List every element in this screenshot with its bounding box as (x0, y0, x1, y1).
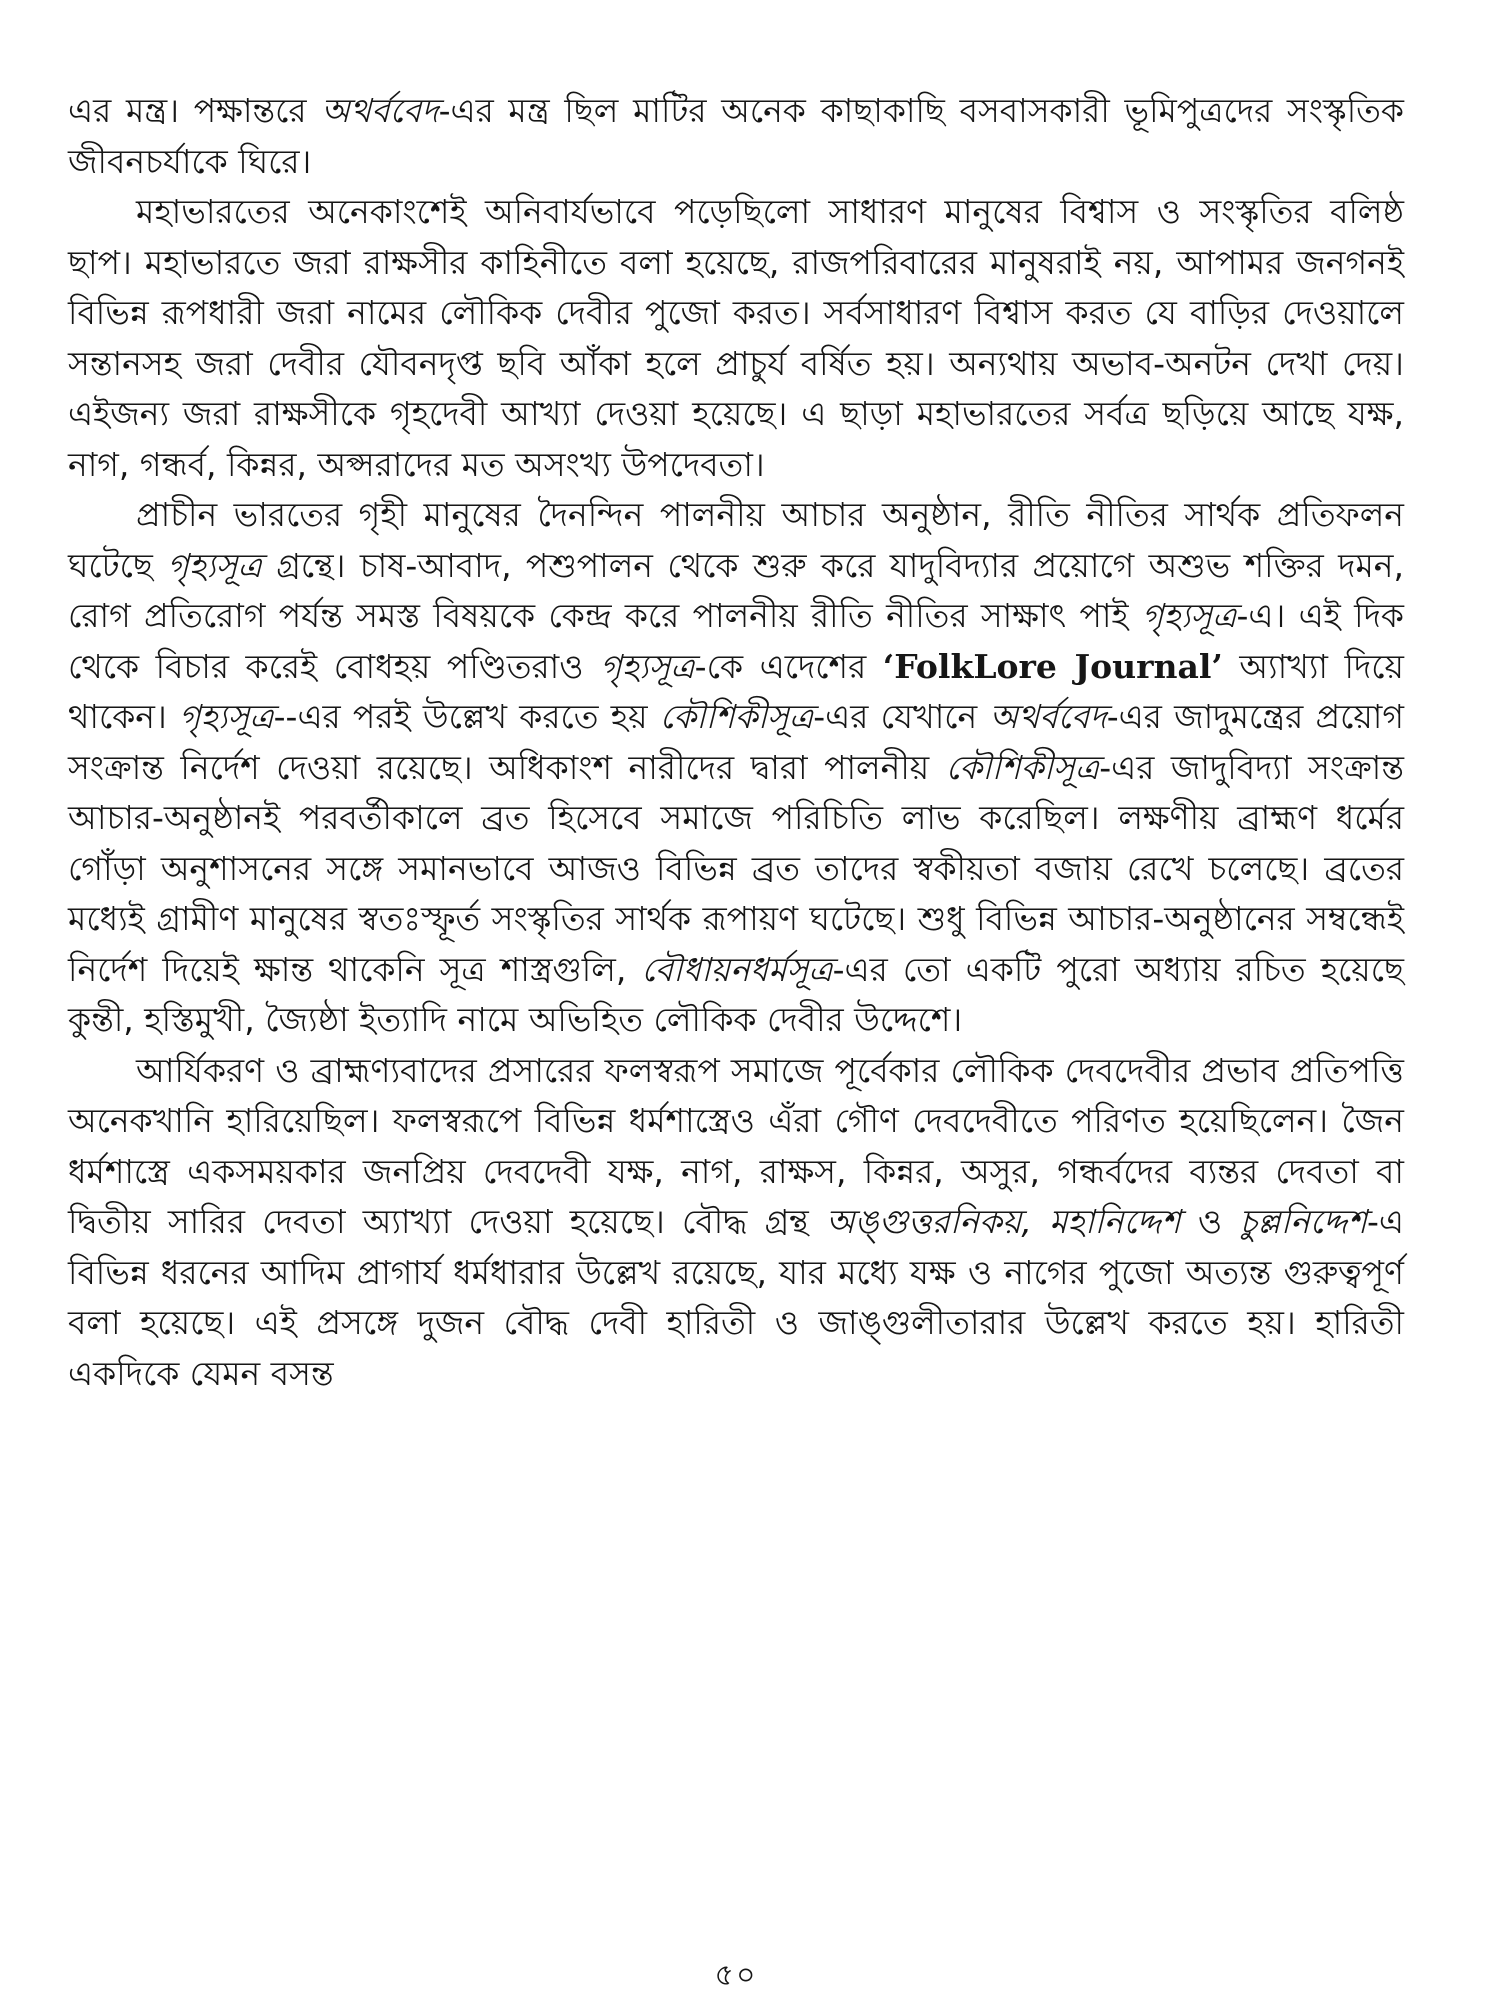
italic-title: গৃহ্যসূত্র (179, 697, 274, 736)
text-run: -কে এদেশের (694, 646, 883, 686)
italic-title: কৌশিকীসূত্র (945, 747, 1100, 787)
italic-title: গৃহ্যসূত্র (1141, 596, 1237, 635)
italic-title: গৃহ্যসূত্র (600, 646, 695, 686)
text-run: -এ বিভিন্ন ধরনের আদিম প্রাগার্য ধর্মধারার উল্লেখ রয়েছে, যার মধ্যে যক্ষ ও নাগের পুজো অত্যন্ত গুরুত্বপূর্ণ বলা হয়েছে। এই প্রসঙ্গে দুজন বৌদ্ধ দেবী হারিতী ও জাঙ্গুলীতারার উল্লেখ করতে হয়। হারিতী একদিকে যেমন বসন্ত (68, 1202, 1404, 1393)
text-run: -এর জাদুমন্ত্রের প্রয়োগ সংক্রান্ত নির্দেশ দেওয়া রয়েছে। অধিকাংশ নারীদের দ্বারা পালনীয় (68, 697, 1404, 787)
italic-title: গৃহ্যসূত্র (167, 545, 262, 585)
paragraph (68, 1046, 1404, 1400)
text-run: -এর জাদুবিদ্যা সংক্রান্ত আচার-অনুষ্ঠানই পরবর্তীকালে ব্রত হিসেবে সমাজে পরিচিতি লাভ করেছিল। লক্ষণীয় ব্রাহ্মণ ধর্মের গোঁড়া অনুশাসনের সঙ্গে সমানভাবে আজও বিভিন্ন ব্রত তাদের স্বকীয়তা বজায় রেখে চলেছে। ব্রতের মধ্যেই গ্রামীণ মানুষের স্বতঃস্ফূর্ত সংস্কৃতির সার্থক রূপায়ণ ঘটেছে। শুধু বিভিন্ন আচার-অনুষ্ঠানের সম্বন্ধেই নির্দেশ দিয়েই ক্ষান্ত থাকেনি সূত্র শাস্ত্রগুলি, (68, 747, 1404, 989)
paragraph (68, 187, 1404, 490)
text-run: অ্যাখ্যা দিয়ে থাকেন। (68, 646, 1404, 736)
book-page (68, 86, 1404, 1993)
paragraph (68, 490, 1404, 1046)
text-run: মহাভারতের অনেকাংশেই অনিবার্যভাবে পড়েছিলো সাধারণ মানুষের বিশ্বাস ও সংস্কৃতির বলিষ্ঠ ছাপ। মহাভারতে জরা রাক্ষসীর কাহিনীতে বলা হয়েছে, রাজপরিবারের মানুষরাই নয়, আপামর জনগনই বিভিন্ন রূপধারী জরা নামের লৌকিক দেবীর পুজো করত। সর্বসাধারণ বিশ্বাস করত যে বাড়ির দেওয়ালে সন্তানসহ জরা দেবীর যৌবনদৃপ্ত ছবি আঁকা হলে প্রাচুর্য বর্ষিত হয়। অন্যথায় অভাব-অনটন দেখা দেয়। এইজন্য জরা রাক্ষসীকে গৃহদেবী আখ্যা দেওয়া হয়েছে। এ ছাড়া মহাভারতের সর্বত্র ছড়িয়ে আছে যক্ষ, নাগ, গন্ধর্ব, কিন্নর, অপ্সরাদের মত অসংখ্য উপদেবতা। (68, 192, 1404, 484)
body-text (68, 86, 1404, 1399)
text-run: --এর পরই উল্লেখ করতে হয় (273, 697, 660, 736)
text-run: আর্যিকরণ ও ব্রাহ্মণ্যবাদের প্রসারের ফলস্বরূপ সমাজে পূর্বেকার লৌকিক দেবদেবীর প্রভাব প্রতিপত্তি অনেকখানি হারিয়েছিল। ফলস্বরূপে বিভিন্ন ধর্মশাস্ত্রেও এঁরা গৌণ দেবদেবীতে পরিণত হয়েছিলেন। জৈন ধর্মশাস্ত্রে একসময়কার জনপ্রিয় দেবদেবী যক্ষ, নাগ, রাক্ষস, কিন্নর, অসুর, গন্ধর্বদের ব্যন্তর দেবতা বা দ্বিতীয় সারির দেবতা অ্যাখ্যা দেওয়া হয়েছে। বৌদ্ধ গ্রন্থ (68, 1050, 1404, 1241)
italic-title: কৌশিকীসূত্র (659, 697, 814, 736)
text-run: -এর মন্ত্র ছিল মাটির অনেক কাছাকাছি বসবাসকারী ভূমিপুত্রদের সংস্কৃতিক জীবনচর্যাকে ঘিরে। (68, 91, 1404, 181)
italic-title: অথর্ববেদ (989, 697, 1107, 736)
italic-title: অথর্ববেদ (321, 91, 439, 130)
text-run: -এর তো একটি পুরো অধ্যায় রচিত হয়েছে কুন্তী, হস্তিমুখী, জ্যৈষ্ঠা ইত্যাদি নামে অভিহিত লৌকিক দেবীর উদ্দেশে। (68, 949, 1404, 1039)
latin-term: ‘FolkLore Journal’ (882, 646, 1223, 686)
italic-title: চুল্লনিদ্দেশ (1239, 1202, 1367, 1241)
page-number: ৫০ (714, 1958, 758, 1993)
text-run: গ্রন্থে। চাষ-আবাদ, পশুপালন থেকে শুরু করে যাদুবিদ্যার প্রয়োগে অশুভ শক্তির দমন, রোগ প্রতিরোগ পর্যন্ত সমস্ত বিষয়কে কেন্দ্র করে পালনীয় রীতি নীতির সাক্ষাৎ পাই (68, 545, 1404, 635)
italic-title: অঙ্গুত্তরনিকয়, মহানিদ্দেশ (825, 1202, 1181, 1241)
italic-title: বৌধায়নধর্মসূত্র (641, 949, 833, 989)
text-run: -এ। এই দিক থেকে বিচার করেই বোধহয় পণ্ডিতরাও (68, 596, 1404, 686)
text-run: প্রাচীন ভারতের গৃহী মানুষের দৈনন্দিন পালনীয় আচার অনুষ্ঠান, রীতি নীতির সার্থক প্রতিফলন ঘটেছে (68, 495, 1404, 585)
text-run: ও (1180, 1202, 1240, 1241)
paragraph (68, 86, 1404, 187)
text-run: -এর যেখানে (813, 697, 990, 736)
text-run: এর মন্ত্র। পক্ষান্তরে (68, 91, 322, 130)
